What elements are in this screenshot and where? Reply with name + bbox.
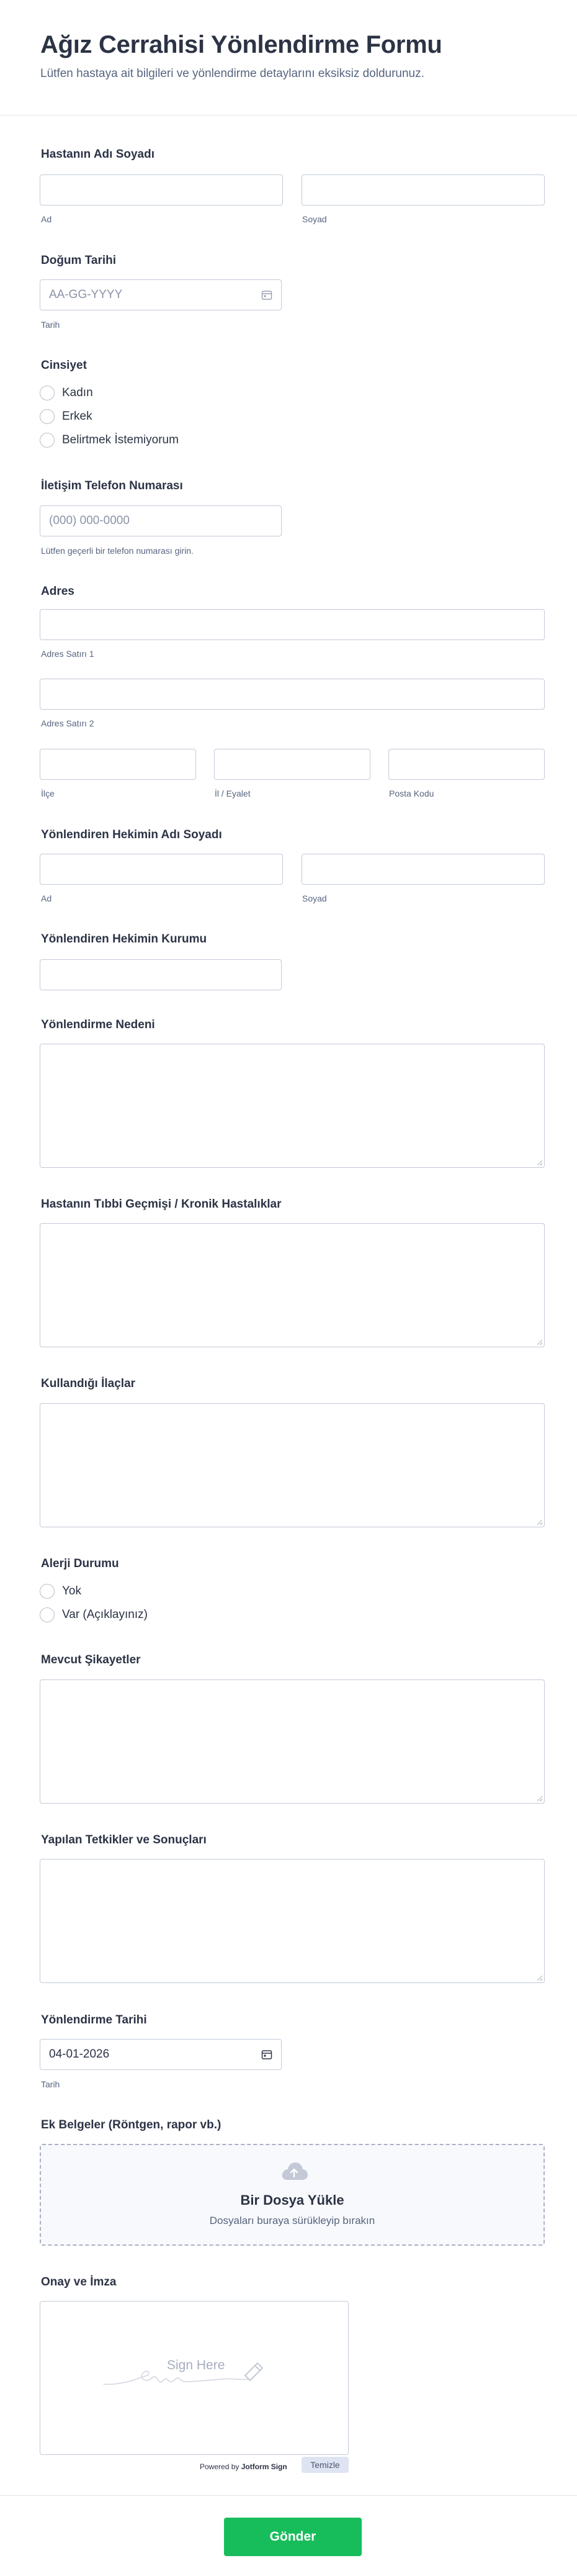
- attachments-label: Ek Belgeler (Röntgen, rapor vb.): [41, 2118, 221, 2131]
- address-label: Adres: [41, 585, 74, 598]
- tests-label: Yapılan Tetkikler ve Sonuçları: [41, 1833, 207, 1846]
- patient-last-name-sublabel: Soyad: [302, 214, 327, 224]
- referral-date-value: 04-01-2026: [49, 2048, 110, 2061]
- phone-sublabel: Lütfen geçerli bir telefon numarası girin.: [41, 546, 194, 556]
- upload-title: Bir Dosya Yükle: [240, 2192, 344, 2208]
- calendar-icon[interactable]: [261, 2049, 272, 2060]
- tests-textarea[interactable]: [40, 1859, 545, 1983]
- signature-placeholder: Sign Here: [167, 2358, 225, 2372]
- radio-button[interactable]: [40, 1584, 55, 1599]
- birth-date-input[interactable]: [40, 279, 282, 310]
- address-line2-sublabel: Adres Satırı 2: [41, 718, 94, 728]
- gender-option-male[interactable]: Erkek: [40, 409, 92, 425]
- medical-history-label: Hastanın Tıbbi Geçmişi / Kronik Hastalıklar: [41, 1198, 282, 1211]
- zip-sublabel: Posta Kodu: [389, 789, 434, 798]
- footer-divider: [0, 2495, 577, 2496]
- medications-label: Kullandığı İlaçlar: [41, 1377, 136, 1390]
- birth-date-label: Doğum Tarihi: [41, 254, 117, 267]
- province-input[interactable]: [214, 749, 370, 780]
- patient-first-name-input[interactable]: [40, 174, 283, 206]
- upload-subtitle: Dosyaları buraya sürükleyip bırakın: [209, 2215, 375, 2226]
- file-upload-dropzone[interactable]: [40, 2144, 545, 2246]
- cloud-upload-icon: [280, 2160, 308, 2182]
- radio-button[interactable]: [40, 409, 55, 424]
- referral-reason-textarea[interactable]: [40, 1044, 545, 1168]
- address-line1-input[interactable]: [40, 609, 545, 640]
- address-line2-input[interactable]: [40, 679, 545, 710]
- district-input[interactable]: [40, 749, 196, 780]
- doctor-first-name-sublabel: Ad: [41, 893, 52, 903]
- calendar-icon[interactable]: [261, 289, 272, 301]
- gender-label: Cinsiyet: [41, 359, 87, 372]
- signature-label: Onay ve İmza: [41, 2275, 117, 2289]
- doctor-institution-label: Yönlendiren Hekimin Kurumu: [41, 933, 207, 946]
- allergy-option-yes[interactable]: Var (Açıklayınız): [40, 1607, 148, 1623]
- doctor-last-name-input[interactable]: [302, 854, 545, 885]
- birth-date-sublabel: Tarih: [41, 320, 60, 330]
- complaints-label: Mevcut Şikayetler: [41, 1653, 141, 1666]
- referral-date-label: Yönlendirme Tarihi: [41, 2013, 147, 2027]
- phone-placeholder: (000) 000-0000: [49, 514, 130, 527]
- form-title: Ağız Cerrahisi Yönlendirme Formu: [40, 31, 442, 58]
- phone-input[interactable]: [40, 505, 282, 536]
- radio-button[interactable]: [40, 433, 55, 448]
- jotform-sign-brand: Jotform Sign: [241, 2462, 287, 2471]
- allergy-option-none[interactable]: Yok: [40, 1583, 81, 1599]
- birth-date-placeholder: AA-GG-YYYY: [49, 288, 123, 301]
- gender-option-unspecified[interactable]: Belirtmek İstemiyorum: [40, 432, 179, 448]
- gender-option-female[interactable]: Kadın: [40, 385, 93, 401]
- submit-button[interactable]: Gönder: [224, 2518, 362, 2556]
- doctor-first-name-input[interactable]: [40, 854, 283, 885]
- doctor-name-label: Yönlendiren Hekimin Adı Soyadı: [41, 828, 222, 841]
- clear-signature-button[interactable]: Temizle: [302, 2457, 349, 2473]
- patient-name-label: Hastanın Adı Soyadı: [41, 148, 154, 161]
- patient-first-name-sublabel: Ad: [41, 214, 52, 224]
- province-sublabel: İl / Eyalet: [215, 789, 251, 798]
- complaints-textarea[interactable]: [40, 1679, 545, 1804]
- zip-input[interactable]: [388, 749, 545, 780]
- radio-button[interactable]: [40, 1607, 55, 1622]
- signature-pad[interactable]: [40, 2301, 349, 2455]
- radio-button[interactable]: [40, 386, 55, 400]
- address-line1-sublabel: Adres Satırı 1: [41, 649, 94, 659]
- patient-last-name-input[interactable]: [302, 174, 545, 206]
- referral-date-input[interactable]: [40, 2039, 282, 2070]
- referral-reason-label: Yönlendirme Nedeni: [41, 1018, 155, 1031]
- allergy-label: Alerji Durumu: [41, 1557, 119, 1570]
- district-sublabel: İlçe: [41, 789, 55, 798]
- phone-label: İletişim Telefon Numarası: [41, 479, 183, 492]
- doctor-institution-input[interactable]: [40, 959, 282, 990]
- powered-by-text: Powered by Jotform Sign: [200, 2462, 287, 2471]
- medical-history-textarea[interactable]: [40, 1223, 545, 1347]
- medications-textarea[interactable]: [40, 1403, 545, 1527]
- doctor-last-name-sublabel: Soyad: [302, 893, 327, 903]
- referral-date-sublabel: Tarih: [41, 2079, 60, 2089]
- form-header: [0, 0, 577, 115]
- form-subtitle: Lütfen hastaya ait bilgileri ve yönlendirme detaylarını eksiksiz doldurunuz.: [40, 67, 424, 80]
